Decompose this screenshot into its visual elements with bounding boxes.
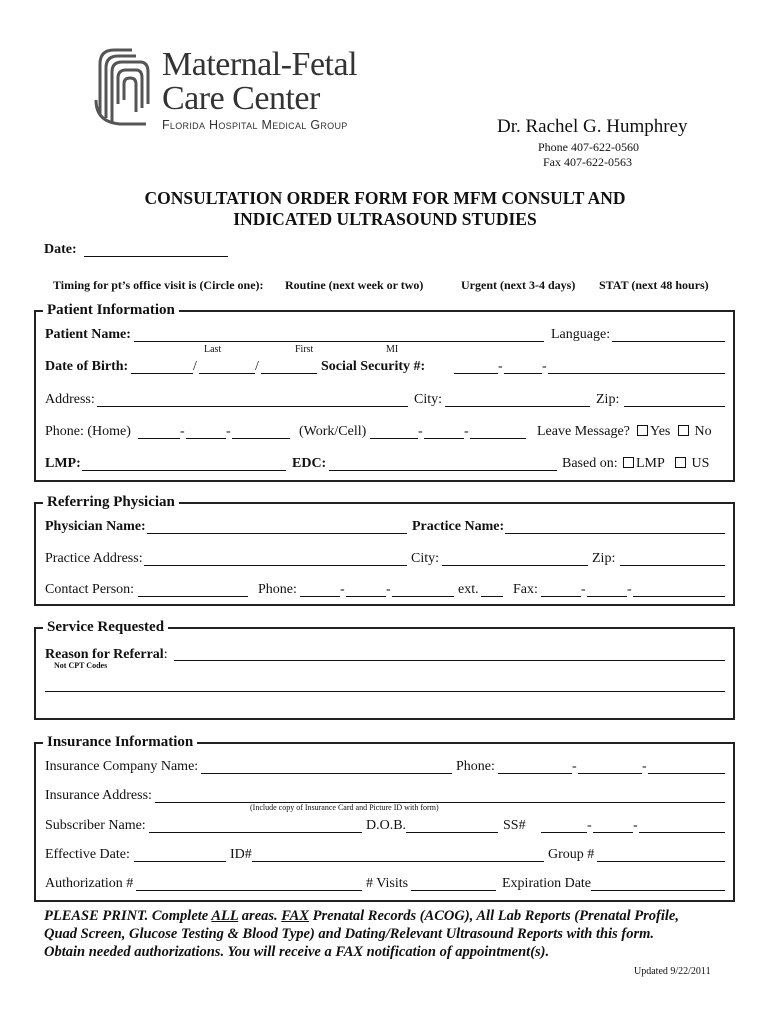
practice-address-field[interactable] xyxy=(144,565,407,566)
effective-date-field[interactable] xyxy=(134,861,226,862)
contact-person-field[interactable] xyxy=(138,596,248,597)
insurance-address-field[interactable] xyxy=(155,802,725,803)
insurance-copy-note: (Include copy of Insurance Card and Picture ID with form) xyxy=(250,803,439,812)
reason-for-referral-label: Reason for Referral: xyxy=(45,647,168,662)
practice-city-field[interactable] xyxy=(442,565,588,566)
instructions-line3: Obtain needed authorizations. You will receive a FAX notification of appointment(s). xyxy=(44,944,550,960)
leave-message-label: Leave Message? xyxy=(537,424,630,439)
timing-label: Timing for pt’s office visit is (Circle one): xyxy=(53,278,264,292)
logo-title-line1: Maternal-Fetal xyxy=(162,46,358,83)
insurance-address-label: Insurance Address: xyxy=(45,788,152,803)
leave-message-no-option[interactable]: No xyxy=(678,424,712,440)
expiration-date-field[interactable] xyxy=(591,890,725,891)
city-field[interactable] xyxy=(445,406,590,407)
dob-day-field[interactable] xyxy=(199,373,255,374)
name-last-hint: Last xyxy=(204,344,222,355)
contact-person-label: Contact Person: xyxy=(45,582,135,597)
insurance-phone-line-field[interactable] xyxy=(648,773,725,774)
based-on-us-option[interactable]: US xyxy=(675,456,709,472)
date-label: Date: xyxy=(44,242,77,257)
zip-field[interactable] xyxy=(624,406,725,407)
practice-name-label: Practice Name: xyxy=(412,519,505,534)
subscriber-ss-label: SS# xyxy=(503,818,526,833)
reason-for-referral-field[interactable] xyxy=(174,660,725,661)
not-cpt-codes-note: Not CPT Codes xyxy=(54,661,108,670)
visits-label: # Visits xyxy=(366,876,409,891)
ref-phone-prefix-field[interactable] xyxy=(346,596,386,597)
ssn-part3-field[interactable] xyxy=(548,373,725,374)
ref-phone-line-field[interactable] xyxy=(392,596,454,597)
zip-label: Zip: xyxy=(596,392,620,407)
instructions-line1: PLEASE PRINT. Complete ALL areas. FAX Prenatal Records (ACOG), All Lab Reports (Prenatal Profile, xyxy=(44,908,679,924)
practice-zip-field[interactable] xyxy=(620,565,725,566)
ssn-part1-field[interactable] xyxy=(454,373,498,374)
form-title-line2: INDICATED ULTRASOUND STUDIES xyxy=(233,209,537,229)
subscriber-ss-part3-field[interactable] xyxy=(639,832,725,833)
leave-message-yes-option[interactable]: Yes xyxy=(637,424,670,440)
edc-label: EDC: xyxy=(292,456,327,471)
timing-urgent-option[interactable]: Urgent (next 3-4 days) xyxy=(461,278,576,292)
ref-fax-prefix-field[interactable] xyxy=(587,596,627,597)
physician-name-field[interactable] xyxy=(147,533,407,534)
maternal-fetal-logo-icon xyxy=(92,44,154,128)
doctor-name: Dr. Rachel G. Humphrey xyxy=(497,116,688,137)
logo-title-line2: Care Center xyxy=(162,80,320,117)
id-number-label: ID# xyxy=(230,847,252,862)
ext-field[interactable] xyxy=(481,596,503,597)
patient-name-field[interactable] xyxy=(134,341,544,342)
subscriber-name-label: Subscriber Name: xyxy=(45,818,146,833)
dob-year-field[interactable] xyxy=(261,373,317,374)
ssn-part2-field[interactable] xyxy=(504,373,542,374)
insurance-company-field[interactable] xyxy=(201,773,452,774)
subscriber-dob-field[interactable] xyxy=(406,832,498,833)
service-requested-section xyxy=(34,627,735,720)
lmp-field[interactable] xyxy=(82,470,286,471)
practice-city-label: City: xyxy=(411,551,440,566)
timing-routine-option[interactable]: Routine (next week or two) xyxy=(285,278,424,292)
city-label: City: xyxy=(414,392,443,407)
based-on-lmp-option[interactable]: LMP xyxy=(623,456,665,472)
insurance-phone-label: Phone: xyxy=(456,759,495,774)
home-phone-area-field[interactable] xyxy=(138,438,180,439)
based-on-label: Based on: xyxy=(562,456,618,471)
physician-name-label: Physician Name: xyxy=(45,519,146,534)
reason-for-referral-line2[interactable] xyxy=(45,691,725,692)
name-first-hint: First xyxy=(295,344,314,355)
insurance-phone-area-field[interactable] xyxy=(498,773,572,774)
dob-label: Date of Birth: xyxy=(45,359,129,374)
ref-phone-area-field[interactable] xyxy=(300,596,340,597)
visits-field[interactable] xyxy=(411,890,496,891)
patient-information-legend: Patient Information xyxy=(43,302,179,319)
practice-zip-label: Zip: xyxy=(592,551,616,566)
insurance-company-label: Insurance Company Name: xyxy=(45,759,199,774)
patient-name-label: Patient Name: xyxy=(45,327,131,342)
home-phone-line-field[interactable] xyxy=(232,438,290,439)
group-number-field[interactable] xyxy=(597,861,725,862)
us-checkbox[interactable] xyxy=(675,457,686,468)
ext-label: ext. xyxy=(458,582,479,597)
dob-month-field[interactable] xyxy=(131,373,193,374)
effective-date-label: Effective Date: xyxy=(45,847,130,862)
subscriber-ss-part1-field[interactable] xyxy=(541,832,587,833)
fax-emphasis: FAX xyxy=(281,908,309,924)
service-requested-legend: Service Requested xyxy=(43,619,168,636)
ssn-label: Social Security #: xyxy=(321,359,426,374)
group-number-label: Group # xyxy=(548,847,595,862)
practice-address-label: Practice Address: xyxy=(45,551,143,566)
address-label: Address: xyxy=(45,392,95,407)
language-field[interactable] xyxy=(612,341,725,342)
ref-fax-label: Fax: xyxy=(513,582,538,597)
referring-physician-legend: Referring Physician xyxy=(43,494,179,511)
timing-stat-option[interactable]: STAT (next 48 hours) xyxy=(599,278,709,292)
updated-date: Updated 9/22/2011 xyxy=(634,966,711,977)
lmp-checkbox[interactable] xyxy=(623,457,634,468)
work-phone-prefix-field[interactable] xyxy=(424,438,464,439)
authorization-label: Authorization # xyxy=(45,876,134,891)
work-phone-area-field[interactable] xyxy=(370,438,418,439)
doctor-phone: Phone 407-622-0560 xyxy=(538,140,639,154)
logo-subtitle: Florida Hospital Medical Group xyxy=(162,118,348,132)
lmp-label: LMP: xyxy=(45,456,81,471)
insurance-phone-prefix-field[interactable] xyxy=(578,773,642,774)
authorization-field[interactable] xyxy=(136,890,362,891)
edc-field[interactable] xyxy=(329,470,557,471)
ref-fax-line-field[interactable] xyxy=(633,596,725,597)
yes-checkbox[interactable] xyxy=(637,425,648,436)
all-emphasis: ALL xyxy=(211,908,239,924)
insurance-information-legend: Insurance Information xyxy=(43,734,197,751)
home-phone-prefix-field[interactable] xyxy=(186,438,226,439)
ref-fax-area-field[interactable] xyxy=(541,596,581,597)
ref-phone-label: Phone: xyxy=(258,582,297,597)
address-field[interactable] xyxy=(97,406,408,407)
date-field[interactable] xyxy=(84,256,228,257)
form-title-line1: CONSULTATION ORDER FORM FOR MFM CONSULT AND xyxy=(144,188,626,208)
work-phone-line-field[interactable] xyxy=(470,438,526,439)
subscriber-ss-part2-field[interactable] xyxy=(593,832,633,833)
language-label: Language: xyxy=(551,327,611,342)
id-number-field[interactable] xyxy=(252,861,544,862)
subscriber-dob-label: D.O.B. xyxy=(366,818,407,833)
expiration-date-label: Expiration Date xyxy=(502,876,592,891)
instructions-line2: Quad Screen, Glucose Testing & Blood Type) and Dating/Relevant Ultrasound Reports with this form. xyxy=(44,926,654,942)
practice-name-field[interactable] xyxy=(505,533,725,534)
work-cell-label: (Work/Cell) xyxy=(299,424,367,439)
subscriber-name-field[interactable] xyxy=(149,832,362,833)
no-checkbox[interactable] xyxy=(678,425,689,436)
phone-home-label: Phone: (Home) xyxy=(45,424,131,439)
doctor-fax: Fax 407-622-0563 xyxy=(543,155,632,169)
name-mi-hint: MI xyxy=(386,344,399,355)
